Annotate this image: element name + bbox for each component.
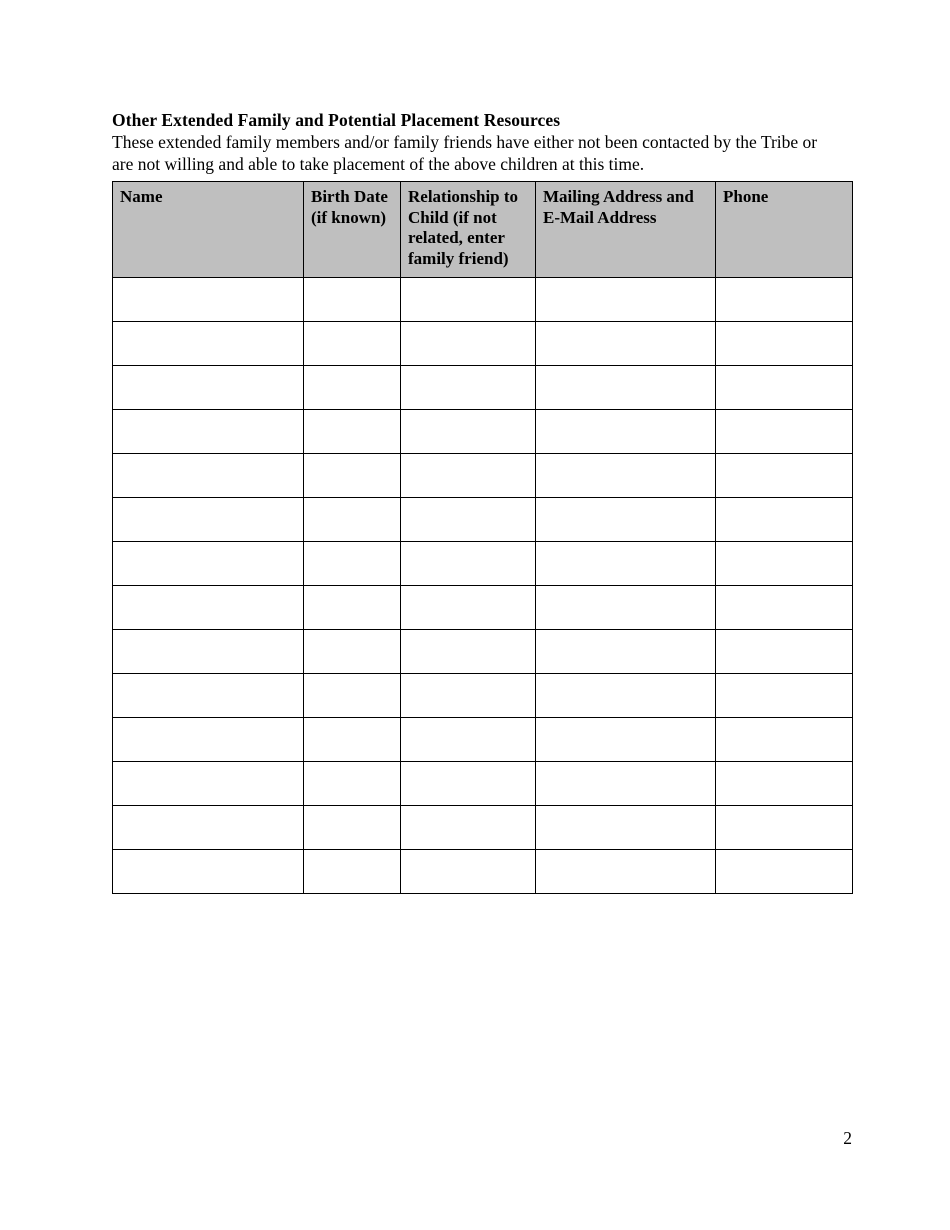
cell-phone[interactable] <box>716 850 853 894</box>
cell-relationship[interactable] <box>401 762 536 806</box>
cell-name[interactable] <box>113 850 304 894</box>
cell-phone[interactable] <box>716 806 853 850</box>
document-content <box>112 110 852 894</box>
cell-mailing-address[interactable] <box>536 410 716 454</box>
cell-relationship[interactable] <box>401 630 536 674</box>
column-header-mailing-address: Mailing Address and E-Mail Address <box>536 182 716 278</box>
cell-name[interactable] <box>113 454 304 498</box>
table-row <box>113 410 853 454</box>
table-row <box>113 278 853 322</box>
cell-birth-date[interactable] <box>304 806 401 850</box>
cell-mailing-address[interactable] <box>536 278 716 322</box>
cell-name[interactable] <box>113 674 304 718</box>
cell-relationship[interactable] <box>401 410 536 454</box>
cell-phone[interactable] <box>716 762 853 806</box>
cell-phone[interactable] <box>716 278 853 322</box>
table-header-row <box>113 182 853 278</box>
cell-mailing-address[interactable] <box>536 366 716 410</box>
cell-birth-date[interactable] <box>304 322 401 366</box>
column-header-relationship: Relationship to Child (if not related, enter family friend) <box>401 182 536 278</box>
table-row <box>113 850 853 894</box>
cell-birth-date[interactable] <box>304 454 401 498</box>
cell-phone[interactable] <box>716 322 853 366</box>
table-row <box>113 762 853 806</box>
cell-name[interactable] <box>113 410 304 454</box>
cell-relationship[interactable] <box>401 454 536 498</box>
cell-birth-date[interactable] <box>304 366 401 410</box>
cell-mailing-address[interactable] <box>536 850 716 894</box>
page-title: Other Extended Family and Potential Placement Resources <box>112 110 561 130</box>
cell-birth-date[interactable] <box>304 498 401 542</box>
cell-relationship[interactable] <box>401 542 536 586</box>
table-row <box>113 498 853 542</box>
table-row <box>113 542 853 586</box>
cell-birth-date[interactable] <box>304 630 401 674</box>
cell-mailing-address[interactable] <box>536 806 716 850</box>
table-row <box>113 586 853 630</box>
cell-birth-date[interactable] <box>304 410 401 454</box>
intro-paragraph: These extended family members and/or family friends have either not been contacted by the Tribe or are not willing and able to take placement of the above children at this time. <box>112 132 818 174</box>
cell-phone[interactable] <box>716 366 853 410</box>
table-row <box>113 454 853 498</box>
cell-mailing-address[interactable] <box>536 718 716 762</box>
cell-relationship[interactable] <box>401 498 536 542</box>
cell-name[interactable] <box>113 586 304 630</box>
cell-phone[interactable] <box>716 498 853 542</box>
cell-mailing-address[interactable] <box>536 674 716 718</box>
table-row <box>113 674 853 718</box>
column-header-phone: Phone <box>716 182 853 278</box>
cell-birth-date[interactable] <box>304 278 401 322</box>
cell-name[interactable] <box>113 278 304 322</box>
cell-phone[interactable] <box>716 454 853 498</box>
cell-name[interactable] <box>113 366 304 410</box>
cell-phone[interactable] <box>716 630 853 674</box>
cell-relationship[interactable] <box>401 322 536 366</box>
table-row <box>113 322 853 366</box>
table-body <box>113 278 853 894</box>
cell-phone[interactable] <box>716 410 853 454</box>
cell-name[interactable] <box>113 806 304 850</box>
cell-mailing-address[interactable] <box>536 762 716 806</box>
cell-relationship[interactable] <box>401 850 536 894</box>
table-row <box>113 718 853 762</box>
cell-birth-date[interactable] <box>304 586 401 630</box>
placement-resources-table <box>112 181 853 894</box>
cell-birth-date[interactable] <box>304 542 401 586</box>
column-header-name: Name <box>113 182 304 278</box>
cell-name[interactable] <box>113 542 304 586</box>
table-row <box>113 630 853 674</box>
column-header-birth-date: Birth Date (if known) <box>304 182 401 278</box>
cell-mailing-address[interactable] <box>536 454 716 498</box>
cell-name[interactable] <box>113 718 304 762</box>
cell-birth-date[interactable] <box>304 718 401 762</box>
cell-birth-date[interactable] <box>304 850 401 894</box>
cell-relationship[interactable] <box>401 586 536 630</box>
cell-relationship[interactable] <box>401 278 536 322</box>
cell-mailing-address[interactable] <box>536 586 716 630</box>
cell-name[interactable] <box>113 630 304 674</box>
cell-name[interactable] <box>113 762 304 806</box>
cell-mailing-address[interactable] <box>536 322 716 366</box>
cell-phone[interactable] <box>716 542 853 586</box>
cell-mailing-address[interactable] <box>536 542 716 586</box>
page-number: 2 <box>843 1128 852 1148</box>
cell-phone[interactable] <box>716 586 853 630</box>
cell-mailing-address[interactable] <box>536 498 716 542</box>
cell-relationship[interactable] <box>401 674 536 718</box>
cell-relationship[interactable] <box>401 366 536 410</box>
table-row <box>113 806 853 850</box>
cell-mailing-address[interactable] <box>536 630 716 674</box>
cell-relationship[interactable] <box>401 806 536 850</box>
cell-birth-date[interactable] <box>304 674 401 718</box>
cell-birth-date[interactable] <box>304 762 401 806</box>
cell-name[interactable] <box>113 322 304 366</box>
cell-relationship[interactable] <box>401 718 536 762</box>
table-row <box>113 366 853 410</box>
cell-phone[interactable] <box>716 718 853 762</box>
cell-phone[interactable] <box>716 674 853 718</box>
cell-name[interactable] <box>113 498 304 542</box>
